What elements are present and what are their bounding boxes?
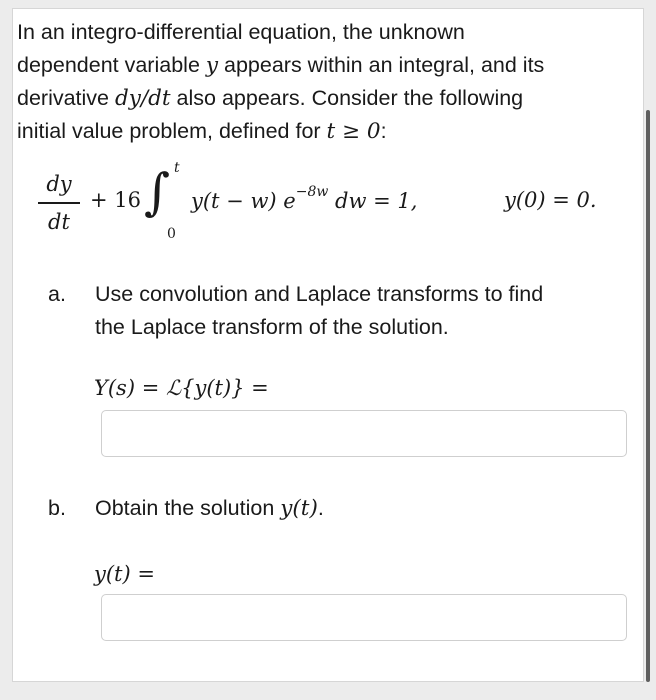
part-b-text [95, 492, 608, 525]
math-derivative: dy/dt [115, 86, 171, 111]
integrand-base: y(t − w) e [191, 189, 296, 213]
part-a-answer-input[interactable] [101, 410, 627, 457]
integrand-end: dw = 1, [328, 189, 418, 213]
initial-condition: y(0) = 0. [504, 188, 597, 212]
intro-text: dependent variable [17, 53, 206, 77]
part-b-answer-input[interactable] [101, 594, 627, 641]
part-b-label: b. [48, 496, 66, 520]
part-a-line-1: Use convolution and Laplace transforms to find [95, 282, 544, 306]
integral-sign: ∫ [144, 163, 171, 221]
scrollbar[interactable] [646, 110, 650, 682]
fraction-denominator: dt [48, 210, 70, 234]
intro-paragraph [17, 16, 617, 148]
part-b-answer-label: y(t) = [94, 562, 155, 586]
intro-line-3 [17, 82, 617, 115]
coefficient-term: + 16 [90, 188, 141, 212]
integral-lower-limit: 0 [167, 226, 176, 242]
part-a-line-2: the Laplace transform of the solution. [95, 315, 449, 339]
part-a-label: a. [48, 282, 66, 306]
part-b-text-pre: Obtain the solution [95, 496, 281, 520]
intro-text: derivative [17, 86, 115, 110]
math-domain: t ≥ 0 [326, 119, 381, 144]
intro-line-2 [17, 49, 617, 82]
integrand [191, 184, 418, 213]
integro-differential-equation [16, 160, 616, 250]
intro-text: : [380, 119, 387, 143]
fraction-numerator: dy [46, 172, 72, 196]
intro-text: appears within an integral, and its [218, 53, 545, 77]
part-a [48, 278, 608, 344]
math-variable-y: y [205, 53, 219, 78]
part-b-text-post: . [317, 496, 324, 520]
part-b [48, 492, 608, 525]
fraction-bar [38, 202, 80, 204]
intro-line-1: In an integro-differential equation, the unknown [17, 20, 465, 44]
intro-text: also appears. Consider the following [170, 86, 524, 110]
math-solution: y(t) [280, 496, 318, 521]
part-a-answer-label: Y(s) = ℒ{y(t)} = [94, 376, 269, 400]
intro-line-4 [17, 115, 617, 148]
integrand-exponent: −8w [295, 184, 329, 200]
intro-text: initial value problem, defined for [17, 119, 327, 143]
integral-upper-limit: t [174, 160, 180, 176]
derivative-fraction [38, 172, 80, 234]
